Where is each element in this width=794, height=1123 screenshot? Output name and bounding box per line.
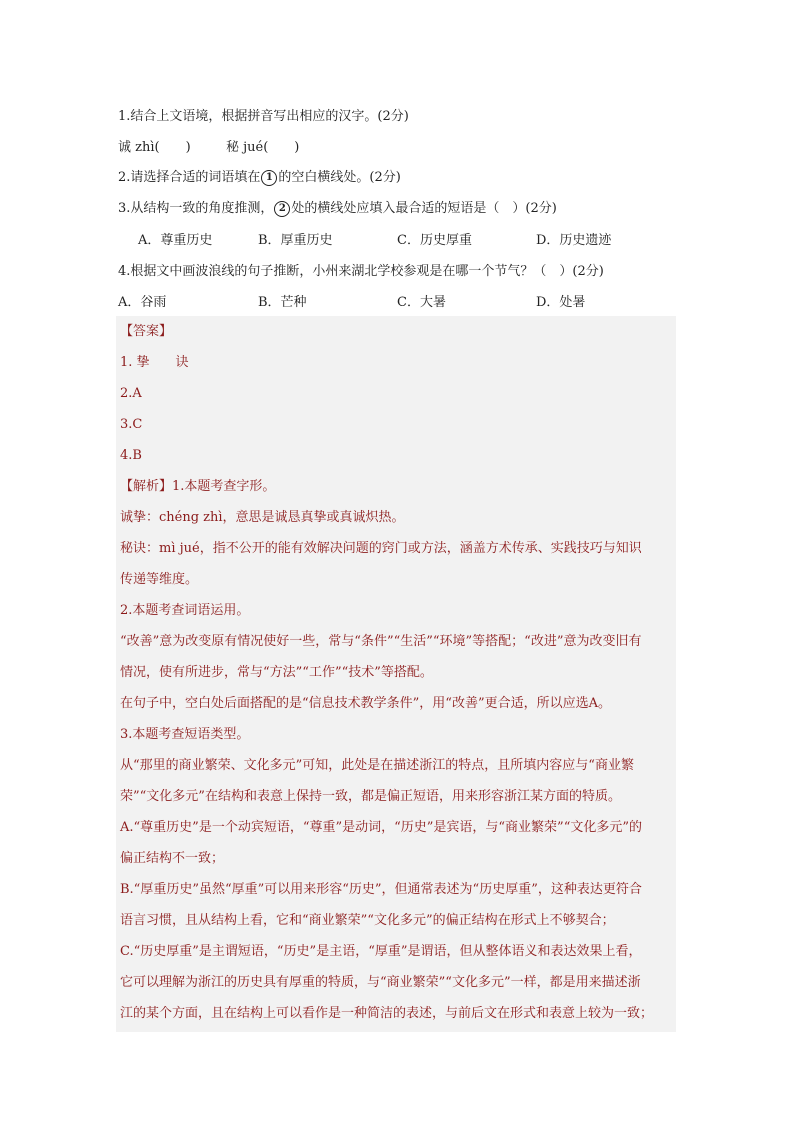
question-4-option-a: A．谷雨 xyxy=(118,295,167,310)
answer-1: 1. 挚 诀 xyxy=(120,355,189,370)
analysis-header: 【解析】 xyxy=(120,479,173,494)
analysis-line-4: 传递等维度。 xyxy=(120,572,199,587)
analysis-line-12: A.“尊重历史”是一个动宾短语，“尊重”是动词，“历史”是宾语，与“商业繁荣”“文化多元”的 xyxy=(120,820,642,835)
question-3-option-c: C．历史厚重 xyxy=(397,233,472,248)
analysis-line-18: 江的某个方面，且在结构上可以看作是一种简洁的表述，与前后文在形式和表意上较为一致； xyxy=(120,1006,654,1021)
question-3-text-pre: 3.从结构一致的角度推测， xyxy=(118,201,274,216)
question-3 xyxy=(118,197,557,217)
question-2-text-pre: 2.请选择合适的词语填在 xyxy=(118,170,261,185)
question-3-option-d: D．历史遗迹 xyxy=(536,233,612,248)
analysis-line-7: 情况，使有所进步，常与“方法”“工作”“技术”等搭配。 xyxy=(120,665,433,680)
analysis-line-2: 诚挚：chéng zhì，意思是诚恳真挚或真诚炽热。 xyxy=(120,510,405,525)
analysis-line-16: C.“历史厚重”是主谓短语，“历史”是主语，“厚重”是谓语，但从整体语义和表达效果上看， xyxy=(120,944,642,959)
question-1-blank-a: 诚 zhì( ) xyxy=(118,140,191,155)
analysis-line-1-text: 1.本题考查字形。 xyxy=(172,479,276,494)
question-3-text-post: 处的横线处应填入最合适的短语是（ ）(2分) xyxy=(291,201,557,216)
question-4-option-b: B．芒种 xyxy=(258,295,307,310)
analysis-line-17: 它可以理解为浙江的历史具有厚重的特质，与“商业繁荣”“文化多元”一样，都是用来描述浙 xyxy=(120,975,641,990)
question-2 xyxy=(118,166,401,186)
question-1-blank-b: 秘 jué( ) xyxy=(226,140,300,155)
answer-header: 【答案】 xyxy=(120,324,173,339)
analysis-line-8: 在句子中，空白处后面搭配的是“信息技术教学条件”，用“改善”更合适，所以应选A。 xyxy=(120,696,611,711)
analysis-line-6: “改善”意为改变原有情况使好一些，常与“条件”“生活”“环境”等搭配；“改进”意为改变旧有 xyxy=(120,634,642,649)
analysis-line-9: 3.本题考查短语类型。 xyxy=(120,727,250,742)
question-3-option-b: B．厚重历史 xyxy=(258,233,333,248)
circled-number-2-icon: 2 xyxy=(274,201,290,217)
question-4: 4.根据文中画波浪线的句子推断，小州来湖北学校参观是在哪一个节气？（ ）(2分) xyxy=(118,264,604,279)
question-2-text-post: 的空白横线处。(2分) xyxy=(278,170,401,185)
answer-4: 4.B xyxy=(120,448,142,463)
answer-3: 3.C xyxy=(120,417,143,432)
analysis-line-5: 2.本题考查词语运用。 xyxy=(120,603,250,618)
answer-2: 2.A xyxy=(120,386,142,401)
analysis-line-14: B.“厚重历史”虽然“厚重”可以用来形容“历史”，但通常表述为“历史厚重”，这种表达更符合 xyxy=(120,882,642,897)
analysis-line-10: 从“那里的商业繁荣、文化多元”可知，此处是在描述浙江的特点，且所填内容应与“商业繁 xyxy=(120,758,634,773)
question-4-option-d: D．处暑 xyxy=(536,295,586,310)
analysis-line-11: 荣”“文化多元”在结构和表意上保持一致，都是偏正短语，用来形容浙江某方面的特质。 xyxy=(120,789,621,804)
question-4-option-c: C．大暑 xyxy=(397,295,446,310)
question-3-option-a: A．尊重历史 xyxy=(138,233,213,248)
analysis-line-13: 偏正结构不一致； xyxy=(120,851,225,866)
analysis-line-3: 秘诀：mì jué，指不公开的能有效解决问题的窍门或方法，涵盖方术传承、实践技巧与知识 xyxy=(120,541,642,556)
analysis-line-1 xyxy=(120,478,275,496)
question-1: 1.结合上文语境，根据拼音写出相应的汉字。(2分) xyxy=(118,109,409,124)
circled-number-1-icon: 1 xyxy=(261,170,277,186)
analysis-line-15: 语言习惯，且从结构上看，它和“商业繁荣”“文化多元”的偏正结构在形式上不够契合； xyxy=(120,913,615,928)
